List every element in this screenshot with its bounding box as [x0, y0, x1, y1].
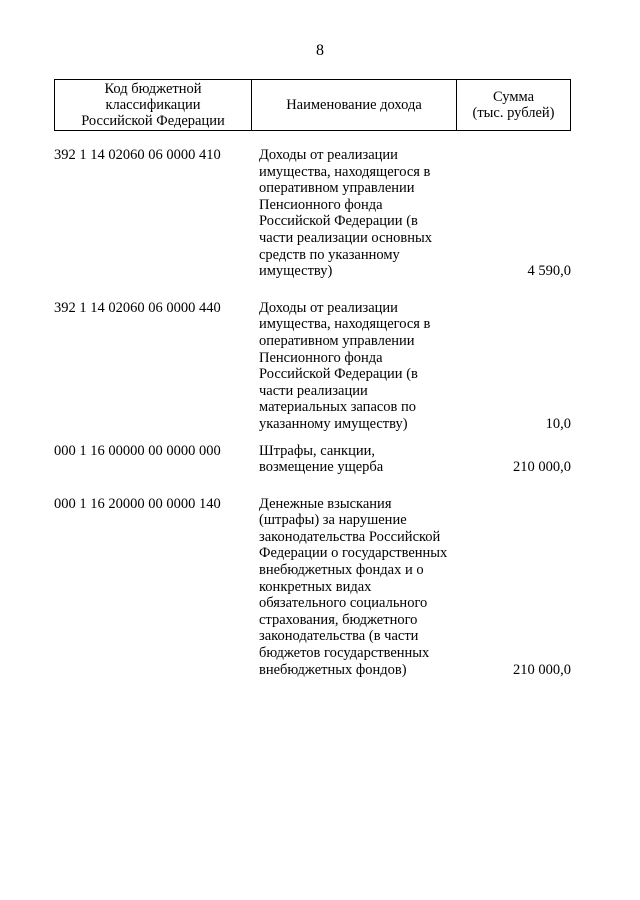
table-header	[54, 79, 571, 131]
table-row	[54, 300, 571, 433]
row-amount-cell	[464, 147, 571, 280]
row-amount: 10,0	[545, 415, 571, 432]
row-name: Доходы от реализации имущества, находящегося в оперативном управлении Пенсионного фонда Российской Федерации (в части реализации основных средств по указанному имуществу)	[259, 147, 433, 280]
table-row	[54, 147, 571, 280]
row-amount-cell	[464, 443, 571, 476]
row-amount: 210 000,0	[513, 459, 571, 476]
row-code: 000 1 16 00000 00 0000 000	[54, 442, 221, 459]
row-name: Доходы от реализации имущества, находящегося в оперативном управлении Пенсионного фонда Российской Федерации (в части реализации материальных запасов по указанному имуществу)	[259, 299, 431, 432]
header-code-cell	[55, 80, 252, 130]
table-body	[54, 147, 571, 678]
row-amount-cell	[464, 300, 571, 433]
row-code: 000 1 16 20000 00 0000 140	[54, 495, 221, 512]
row-amount-cell	[464, 496, 571, 679]
header-name-cell	[252, 80, 457, 130]
table-row	[54, 496, 571, 679]
row-amount: 4 590,0	[527, 263, 571, 280]
table-row	[54, 443, 571, 476]
header-amount-cell	[457, 80, 570, 130]
header-name-label: Наименование дохода	[286, 97, 422, 113]
row-name: Штрафы, санкции, возмещение ущерба	[259, 442, 384, 476]
row-code: 392 1 14 02060 06 0000 410	[54, 147, 221, 163]
row-name: Денежные взыскания (штрафы) за нарушение законодательства Российской Федерации о государственных внебюджетных фондах и о конкретных видах обязательного социального страхования, бюджетного законодательства (в части бюджетов государственных внебюджетных фондов)	[259, 495, 448, 678]
row-amount: 210 000,0	[513, 661, 571, 678]
row-code: 392 1 14 02060 06 0000 440	[54, 299, 221, 316]
header-amount-label: Сумма (тыс. рублей)	[472, 89, 555, 121]
page-number: 8	[316, 42, 324, 59]
header-code-label: Код бюджетной классификации Российской Федерации	[81, 81, 225, 129]
